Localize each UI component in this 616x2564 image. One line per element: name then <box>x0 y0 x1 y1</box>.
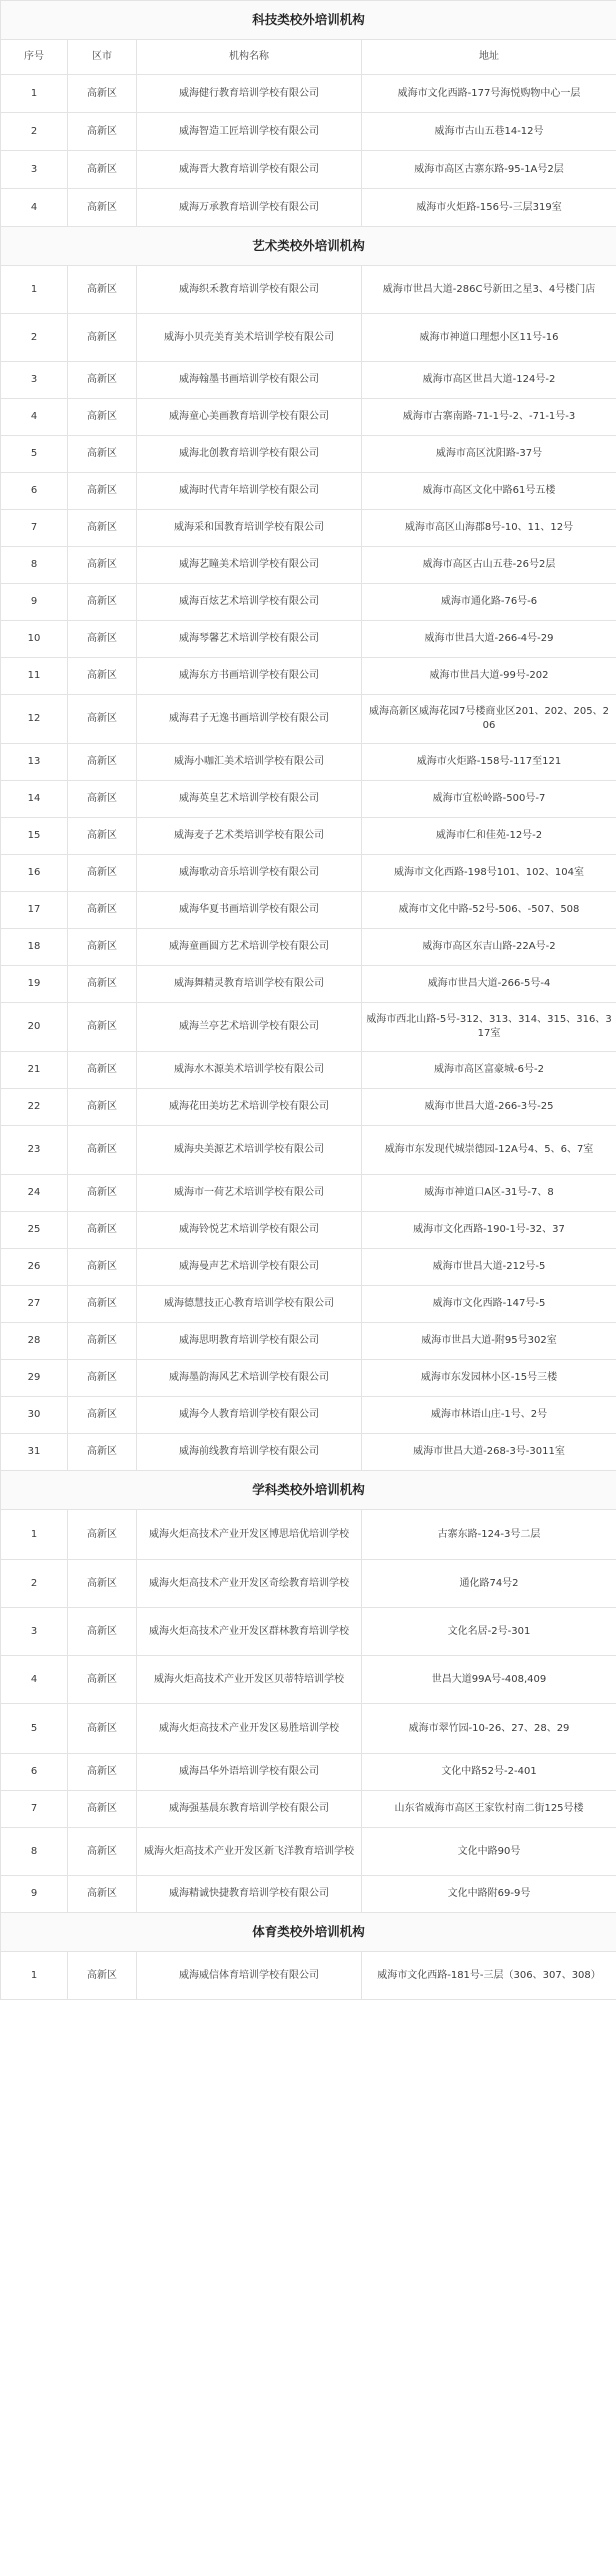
header-district: 区市 <box>68 40 137 75</box>
table-row <box>1 436 616 473</box>
table-row <box>1 1175 616 1212</box>
row-index: 31 <box>1 1434 68 1471</box>
section-title: 学科类校外培训机构 <box>1 1471 616 1510</box>
row-institution-name: 威海采和国教育培训学校有限公司 <box>137 510 362 547</box>
row-institution-name: 威海火炬高技术产业开发区新飞洋教育培训学校 <box>137 1828 362 1876</box>
table-row <box>1 151 616 189</box>
table-row <box>1 547 616 584</box>
row-institution-name: 威海市一荷艺术培训学校有限公司 <box>137 1175 362 1212</box>
row-district: 高新区 <box>68 818 137 855</box>
row-institution-name: 威海麦子艺术类培训学校有限公司 <box>137 818 362 855</box>
row-index: 2 <box>1 314 68 362</box>
row-address: 威海市文化西路-177号海悦购物中心一层 <box>362 75 616 113</box>
table-row <box>1 1434 616 1471</box>
row-address: 威海市高区东吉山路-22A号-2 <box>362 929 616 966</box>
row-address: 威海市高区山海郡8号-10、11、12号 <box>362 510 616 547</box>
row-address: 威海市世昌大道-286C号新田之星3、4号楼门店 <box>362 266 616 314</box>
row-institution-name: 威海晋大教育培训学校有限公司 <box>137 151 362 189</box>
row-address: 威海市高区富豪城-6号-2 <box>362 1052 616 1089</box>
row-index: 6 <box>1 1754 68 1791</box>
row-district: 高新区 <box>68 436 137 473</box>
row-district: 高新区 <box>68 892 137 929</box>
row-index: 24 <box>1 1175 68 1212</box>
row-index: 1 <box>1 266 68 314</box>
row-index: 2 <box>1 113 68 151</box>
row-index: 4 <box>1 399 68 436</box>
row-address: 威海市古山五巷14-12号 <box>362 113 616 151</box>
table-row <box>1 658 616 695</box>
row-district: 高新区 <box>68 1360 137 1397</box>
row-institution-name: 威海曼声艺术培训学校有限公司 <box>137 1249 362 1286</box>
row-index: 3 <box>1 362 68 399</box>
table-row <box>1 695 616 744</box>
table-row <box>1 1510 616 1560</box>
row-address: 威海市仁和佳苑-12号-2 <box>362 818 616 855</box>
row-district: 高新区 <box>68 855 137 892</box>
row-district: 高新区 <box>68 189 137 227</box>
row-index: 9 <box>1 584 68 621</box>
table-row <box>1 621 616 658</box>
row-address: 威海市火炬路-158号-117至121 <box>362 744 616 781</box>
row-institution-name: 威海小贝壳美育美术培训学校有限公司 <box>137 314 362 362</box>
row-index: 29 <box>1 1360 68 1397</box>
row-institution-name: 威海水木源美术培训学校有限公司 <box>137 1052 362 1089</box>
row-institution-name: 威海翰墨书画培训学校有限公司 <box>137 362 362 399</box>
row-district: 高新区 <box>68 547 137 584</box>
row-address: 威海市文化西路-190-1号-32、37 <box>362 1212 616 1249</box>
row-institution-name: 威海火炬高技术产业开发区易胜培训学校 <box>137 1704 362 1754</box>
section-title: 科技类校外培训机构 <box>1 1 616 40</box>
row-address: 威海市文化西路-181号-三层（306、307、308） <box>362 1952 616 2000</box>
row-institution-name: 威海君子无逸书画培训学校有限公司 <box>137 695 362 744</box>
row-address: 世昌大道99A号-408,409 <box>362 1656 616 1704</box>
row-institution-name: 威海精诚快捷教育培训学校有限公司 <box>137 1876 362 1913</box>
row-institution-name: 威海火炬高技术产业开发区群林教育培训学校 <box>137 1608 362 1656</box>
row-institution-name: 威海强基晨东教育培训学校有限公司 <box>137 1791 362 1828</box>
table-row <box>1 1704 616 1754</box>
row-index: 4 <box>1 189 68 227</box>
table-row <box>1 781 616 818</box>
row-index: 27 <box>1 1286 68 1323</box>
row-institution-name: 威海火炬高技术产业开发区博思培优培训学校 <box>137 1510 362 1560</box>
table-row <box>1 1360 616 1397</box>
row-institution-name: 威海德慧技正心教育培训学校有限公司 <box>137 1286 362 1323</box>
row-address: 威海市文化中路-52号-506、-507、508 <box>362 892 616 929</box>
table-row <box>1 1791 616 1828</box>
header-name: 机构名称 <box>137 40 362 75</box>
table-row <box>1 362 616 399</box>
row-institution-name: 威海北创教育培训学校有限公司 <box>137 436 362 473</box>
table-row <box>1 1052 616 1089</box>
row-district: 高新区 <box>68 1608 137 1656</box>
row-address: 通化路74号2 <box>362 1560 616 1608</box>
row-institution-name: 威海织禾教育培训学校有限公司 <box>137 266 362 314</box>
table-row <box>1 744 616 781</box>
row-address: 威海市世昌大道-268-3号-3011室 <box>362 1434 616 1471</box>
row-index: 19 <box>1 966 68 1003</box>
row-institution-name: 威海歌动音乐培训学校有限公司 <box>137 855 362 892</box>
table-row <box>1 1608 616 1656</box>
row-district: 高新区 <box>68 744 137 781</box>
row-address: 威海市宜松岭路-500号-7 <box>362 781 616 818</box>
row-index: 30 <box>1 1397 68 1434</box>
row-institution-name: 威海时代青年培训学校有限公司 <box>137 473 362 510</box>
row-institution-name: 威海威信体育培训学校有限公司 <box>137 1952 362 2000</box>
row-index: 1 <box>1 1510 68 1560</box>
table-row <box>1 1003 616 1052</box>
row-index: 23 <box>1 1126 68 1175</box>
row-institution-name: 威海童心美画教育培训学校有限公司 <box>137 399 362 436</box>
table-row <box>1 1212 616 1249</box>
table-header-row <box>1 40 616 75</box>
row-institution-name: 威海思明教育培训学校有限公司 <box>137 1323 362 1360</box>
row-address: 古寨东路-124-3号二层 <box>362 1510 616 1560</box>
row-institution-name: 威海童画圆方艺术培训学校有限公司 <box>137 929 362 966</box>
row-district: 高新区 <box>68 314 137 362</box>
row-institution-name: 威海舞精灵教育培训学校有限公司 <box>137 966 362 1003</box>
table-row <box>1 966 616 1003</box>
table-row <box>1 1126 616 1175</box>
row-institution-name: 威海墨韵海风艺术培训学校有限公司 <box>137 1360 362 1397</box>
row-address: 文化名居-2号-301 <box>362 1608 616 1656</box>
row-district: 高新区 <box>68 621 137 658</box>
row-address: 山东省威海市高区王家钦村南二街125号楼 <box>362 1791 616 1828</box>
row-index: 21 <box>1 1052 68 1089</box>
row-address: 威海市神道口理想小区11号-16 <box>362 314 616 362</box>
row-district: 高新区 <box>68 266 137 314</box>
row-institution-name: 威海健行教育培训学校有限公司 <box>137 75 362 113</box>
row-index: 9 <box>1 1876 68 1913</box>
row-address: 威海市高区文化中路61号五楼 <box>362 473 616 510</box>
row-address: 威海市世昌大道-266-5号-4 <box>362 966 616 1003</box>
row-district: 高新区 <box>68 695 137 744</box>
row-district: 高新区 <box>68 1754 137 1791</box>
row-district: 高新区 <box>68 1791 137 1828</box>
row-district: 高新区 <box>68 1286 137 1323</box>
table-row <box>1 1089 616 1126</box>
row-address: 威海市翠竹园-10-26、27、28、29 <box>362 1704 616 1754</box>
row-district: 高新区 <box>68 1876 137 1913</box>
row-institution-name: 威海火炬高技术产业开发区奇绘教育培训学校 <box>137 1560 362 1608</box>
row-index: 18 <box>1 929 68 966</box>
section-title-row <box>1 1471 616 1510</box>
table-row <box>1 314 616 362</box>
table-row <box>1 855 616 892</box>
row-index: 2 <box>1 1560 68 1608</box>
row-district: 高新区 <box>68 399 137 436</box>
row-index: 5 <box>1 1704 68 1754</box>
table-row <box>1 473 616 510</box>
row-institution-name: 威海艺瞳美术培训学校有限公司 <box>137 547 362 584</box>
row-district: 高新区 <box>68 1656 137 1704</box>
row-district: 高新区 <box>68 1089 137 1126</box>
section-title: 体育类校外培训机构 <box>1 1913 616 1952</box>
table-row <box>1 929 616 966</box>
row-index: 28 <box>1 1323 68 1360</box>
row-address: 威海市西北山路-5号-312、313、314、315、316、317室 <box>362 1003 616 1052</box>
row-address: 威海市高区沈阳路-37号 <box>362 436 616 473</box>
row-district: 高新区 <box>68 1510 137 1560</box>
row-address: 威海市世昌大道-212号-5 <box>362 1249 616 1286</box>
row-institution-name: 威海智造工匠培训学校有限公司 <box>137 113 362 151</box>
table-row <box>1 892 616 929</box>
row-district: 高新区 <box>68 510 137 547</box>
row-index: 1 <box>1 1952 68 2000</box>
table-row <box>1 189 616 227</box>
row-district: 高新区 <box>68 1175 137 1212</box>
table-row <box>1 75 616 113</box>
row-index: 8 <box>1 1828 68 1876</box>
table-row <box>1 1560 616 1608</box>
row-institution-name: 威海昌华外语培训学校有限公司 <box>137 1754 362 1791</box>
row-index: 3 <box>1 151 68 189</box>
row-address: 威海市火炬路-156号-三层319室 <box>362 189 616 227</box>
table-body <box>1 1 616 2000</box>
table-row <box>1 1286 616 1323</box>
row-district: 高新区 <box>68 658 137 695</box>
row-district: 高新区 <box>68 1560 137 1608</box>
header-address: 地址 <box>362 40 616 75</box>
row-district: 高新区 <box>68 75 137 113</box>
table-row <box>1 1249 616 1286</box>
row-index: 7 <box>1 1791 68 1828</box>
row-index: 22 <box>1 1089 68 1126</box>
row-address: 威海市东发园林小区-15号三楼 <box>362 1360 616 1397</box>
row-index: 3 <box>1 1608 68 1656</box>
row-index: 8 <box>1 547 68 584</box>
row-district: 高新区 <box>68 1323 137 1360</box>
row-address: 威海市世昌大道-附95号302室 <box>362 1323 616 1360</box>
section-title: 艺术类校外培训机构 <box>1 227 616 266</box>
row-district: 高新区 <box>68 151 137 189</box>
row-index: 6 <box>1 473 68 510</box>
row-index: 11 <box>1 658 68 695</box>
row-institution-name: 威海兰亭艺术培训学校有限公司 <box>137 1003 362 1052</box>
row-index: 5 <box>1 436 68 473</box>
table-row <box>1 1323 616 1360</box>
row-institution-name: 威海央美源艺术培训学校有限公司 <box>137 1126 362 1175</box>
table-row <box>1 1656 616 1704</box>
row-district: 高新区 <box>68 781 137 818</box>
table-row <box>1 113 616 151</box>
row-district: 高新区 <box>68 1052 137 1089</box>
row-address: 威海市世昌大道-99号-202 <box>362 658 616 695</box>
section-title-row <box>1 227 616 266</box>
row-institution-name: 威海英皇艺术培训学校有限公司 <box>137 781 362 818</box>
row-address: 威海市林语山庄-1号、2号 <box>362 1397 616 1434</box>
row-district: 高新区 <box>68 113 137 151</box>
row-institution-name: 威海火炬高技术产业开发区贝蒂特培训学校 <box>137 1656 362 1704</box>
row-index: 14 <box>1 781 68 818</box>
row-index: 25 <box>1 1212 68 1249</box>
table-row <box>1 1754 616 1791</box>
header-index: 序号 <box>1 40 68 75</box>
row-address: 威海市通化路-76号-6 <box>362 584 616 621</box>
table-row <box>1 1397 616 1434</box>
row-district: 高新区 <box>68 1397 137 1434</box>
row-address: 威海市高区世昌大道-124号-2 <box>362 362 616 399</box>
section-title-row <box>1 1 616 40</box>
row-index: 10 <box>1 621 68 658</box>
row-district: 高新区 <box>68 1249 137 1286</box>
row-district: 高新区 <box>68 1952 137 2000</box>
row-index: 26 <box>1 1249 68 1286</box>
section-title-row <box>1 1913 616 1952</box>
row-index: 15 <box>1 818 68 855</box>
row-index: 7 <box>1 510 68 547</box>
row-institution-name: 威海百炫艺术培训学校有限公司 <box>137 584 362 621</box>
row-district: 高新区 <box>68 1704 137 1754</box>
row-institution-name: 威海华夏书画培训学校有限公司 <box>137 892 362 929</box>
row-address: 威海市东发现代城崇德园-12A号4、5、6、7室 <box>362 1126 616 1175</box>
table-row <box>1 818 616 855</box>
row-district: 高新区 <box>68 1212 137 1249</box>
row-institution-name: 威海铃悦艺术培训学校有限公司 <box>137 1212 362 1249</box>
table-row <box>1 1952 616 2000</box>
row-district: 高新区 <box>68 473 137 510</box>
row-institution-name: 威海东方书画培训学校有限公司 <box>137 658 362 695</box>
row-district: 高新区 <box>68 1434 137 1471</box>
row-institution-name: 威海前线教育培训学校有限公司 <box>137 1434 362 1471</box>
row-institution-name: 威海今人教育培训学校有限公司 <box>137 1397 362 1434</box>
row-index: 12 <box>1 695 68 744</box>
row-address: 威海市神道口A区-31号-7、8 <box>362 1175 616 1212</box>
row-institution-name: 威海万承教育培训学校有限公司 <box>137 189 362 227</box>
table-row <box>1 266 616 314</box>
row-district: 高新区 <box>68 929 137 966</box>
row-address: 威海市高区古寨东路-95-1A号2层 <box>362 151 616 189</box>
table-row <box>1 584 616 621</box>
table-row <box>1 510 616 547</box>
row-district: 高新区 <box>68 1003 137 1052</box>
row-address: 威海市高区古山五巷-26号2层 <box>362 547 616 584</box>
row-address: 文化中路附69-9号 <box>362 1876 616 1913</box>
row-institution-name: 威海小咖汇美术培训学校有限公司 <box>137 744 362 781</box>
row-institution-name: 威海琴馨艺术培训学校有限公司 <box>137 621 362 658</box>
row-address: 威海市古寨南路-71-1号-2、-71-1号-3 <box>362 399 616 436</box>
row-district: 高新区 <box>68 1828 137 1876</box>
table-row <box>1 1876 616 1913</box>
row-address: 文化中路52号-2-401 <box>362 1754 616 1791</box>
row-address: 威海高新区威海花园7号楼商业区201、202、205、206 <box>362 695 616 744</box>
row-district: 高新区 <box>68 1126 137 1175</box>
row-index: 13 <box>1 744 68 781</box>
row-institution-name: 威海花田美坊艺术培训学校有限公司 <box>137 1089 362 1126</box>
row-index: 4 <box>1 1656 68 1704</box>
row-index: 20 <box>1 1003 68 1052</box>
row-address: 威海市文化西路-198号101、102、104室 <box>362 855 616 892</box>
row-address: 威海市文化西路-147号-5 <box>362 1286 616 1323</box>
row-index: 16 <box>1 855 68 892</box>
table-row <box>1 399 616 436</box>
row-address: 威海市世昌大道-266-3号-25 <box>362 1089 616 1126</box>
row-address: 文化中路90号 <box>362 1828 616 1876</box>
row-district: 高新区 <box>68 584 137 621</box>
table-row <box>1 1828 616 1876</box>
row-district: 高新区 <box>68 362 137 399</box>
row-district: 高新区 <box>68 966 137 1003</box>
row-index: 17 <box>1 892 68 929</box>
row-address: 威海市世昌大道-266-4号-29 <box>362 621 616 658</box>
row-index: 1 <box>1 75 68 113</box>
